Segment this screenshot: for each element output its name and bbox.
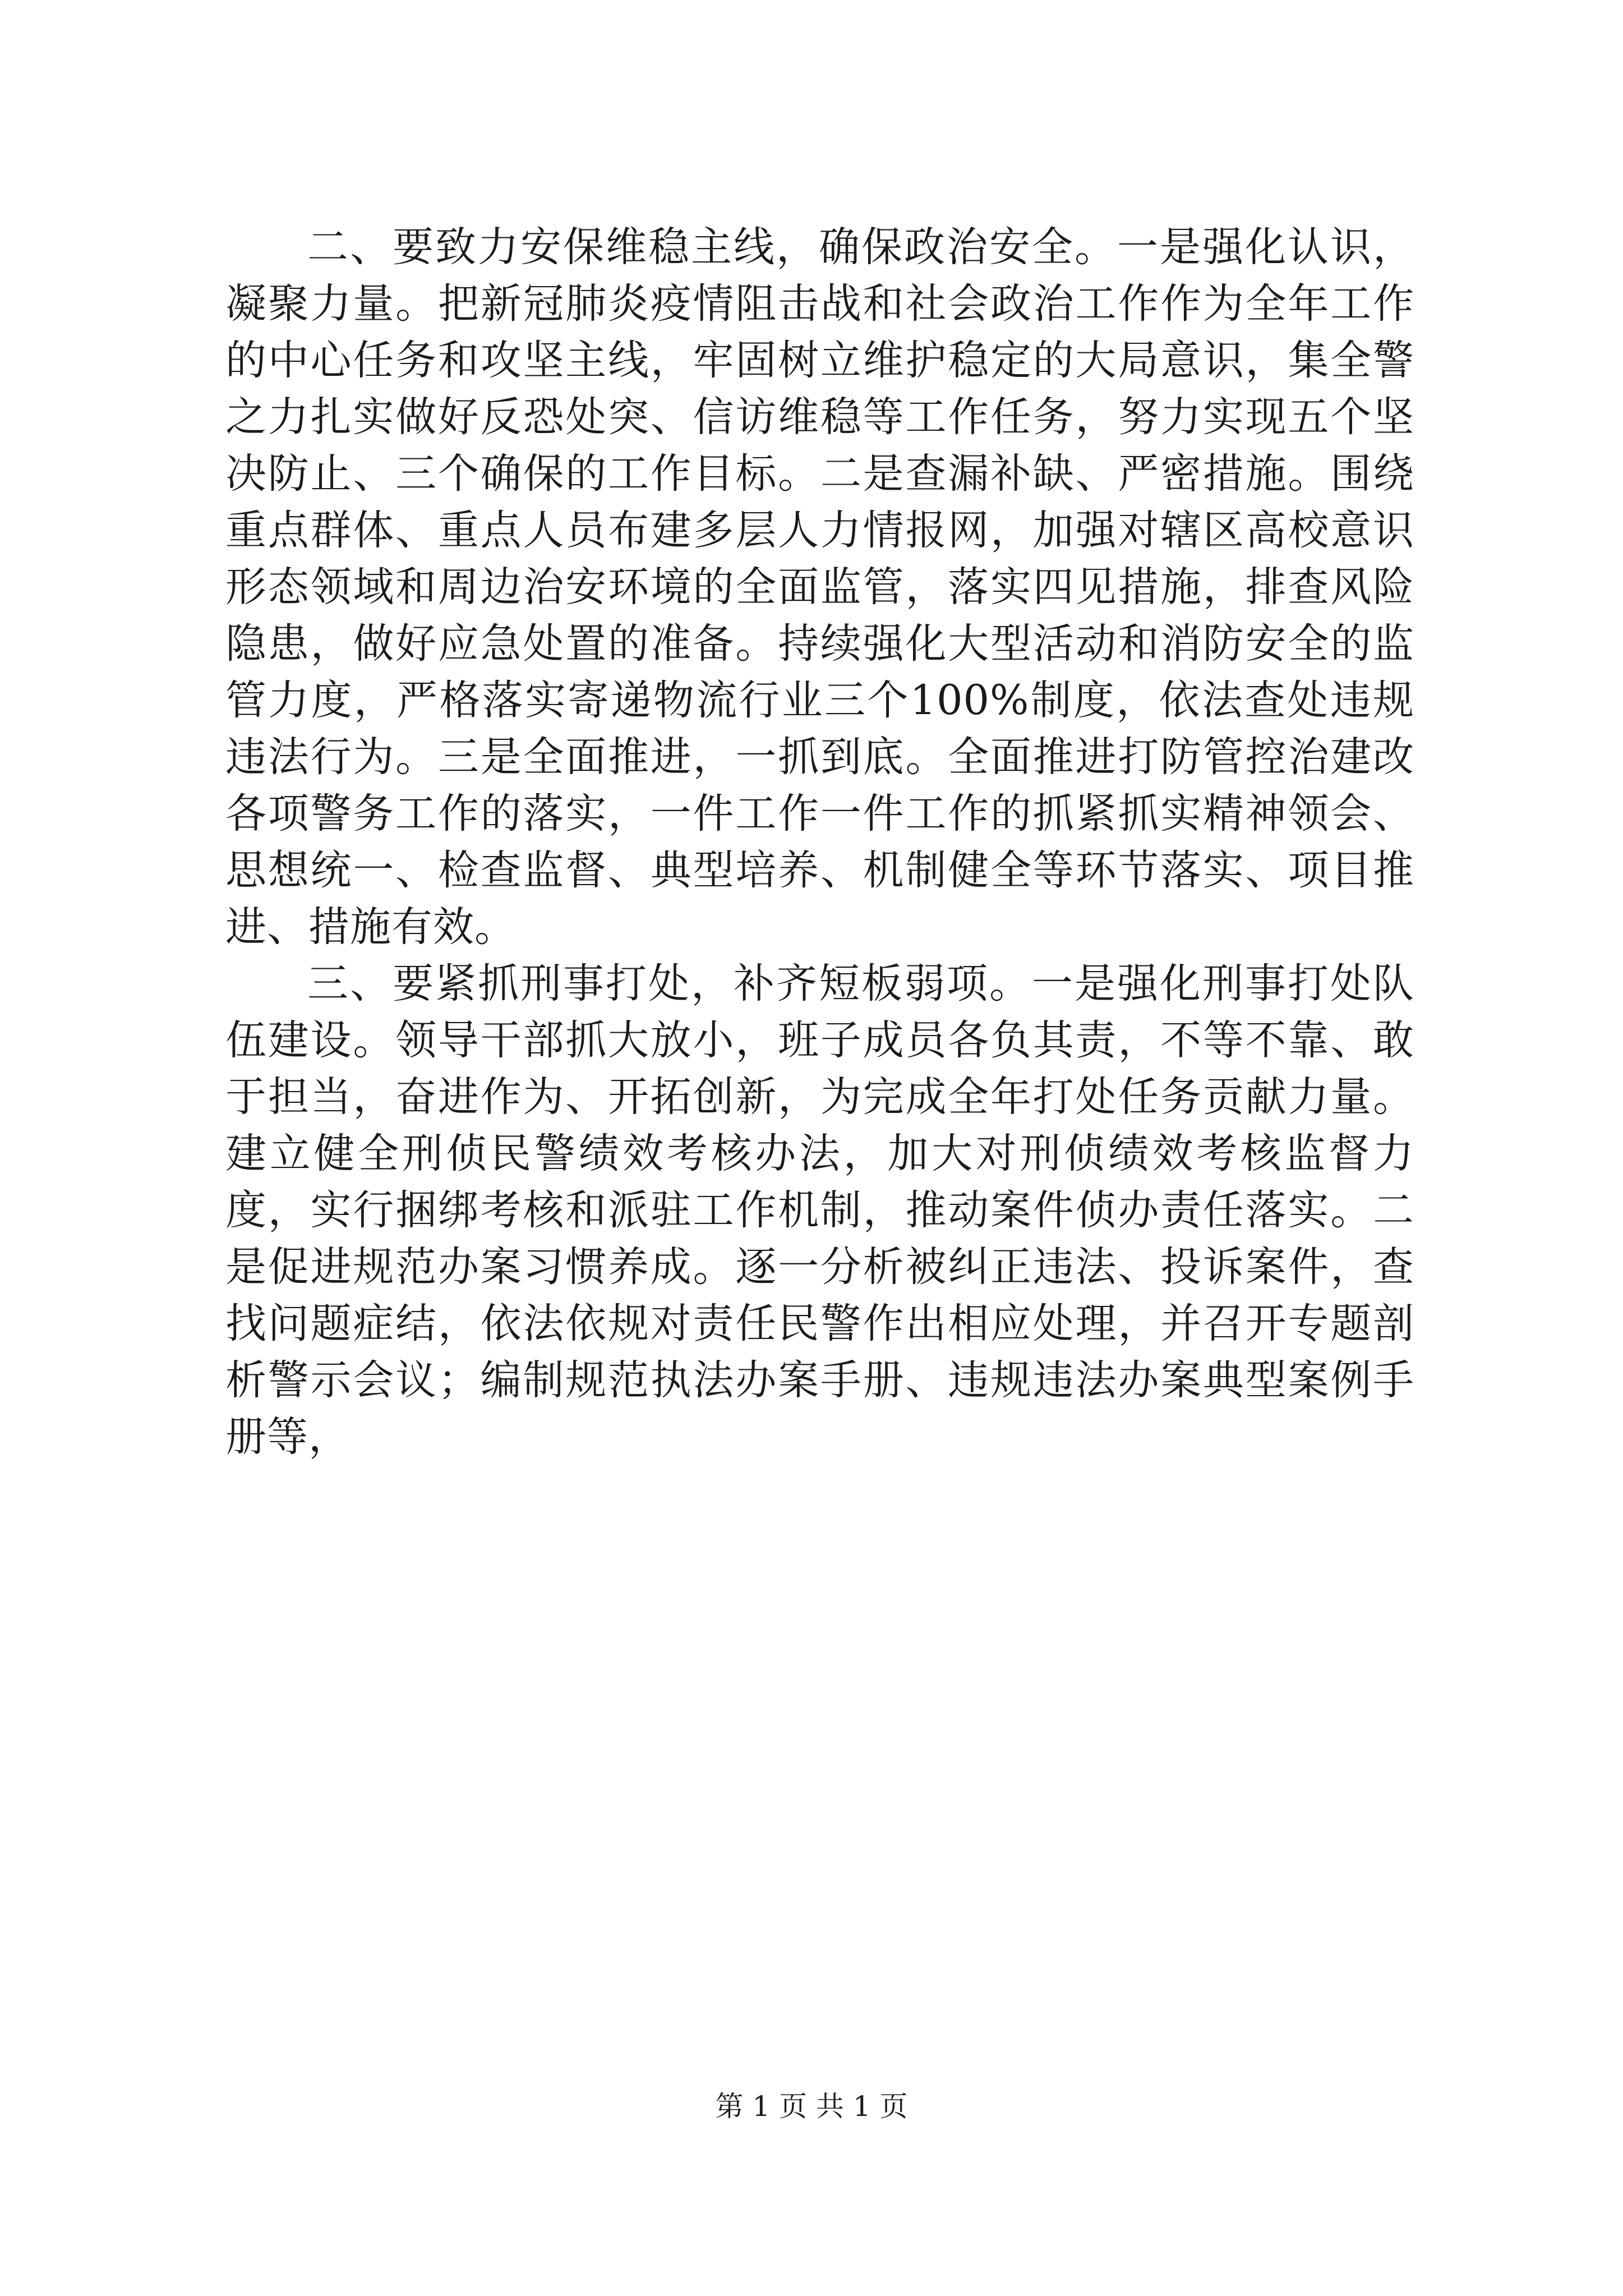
paragraph-criminal-investigation: 三、要紧抓刑事打处，补齐短板弱项。一是强化刑事打处队伍建设。领导干部抓大放小，班子成员各负其责，不等不靠、敢于担当，奋进作为、开拓创新，为完成全年打处任务贡献力量。建立健全刑侦民警绩效考核办法，加大对刑侦绩效考核监督力度，实行捆绑考核和派驻工作机制，推动案件侦办责任落实。二是促进规范办案习惯养成。逐一分析被纠正违法、投诉案件，查找问题症结，依法依规对责任民警作出相应处理，并召开专题剖析警示会议；编制规范执法办案手册、违规违法办案典型案例手册等， (225, 960, 1414, 1461)
paragraph-security-stability: 二、要致力安保维稳主线，确保政治安全。一是强化认识，凝聚力量。把新冠肺炎疫情阻击战和社会政治工作作为全年工作的中心任务和攻坚主线，牢固树立维护稳定的大局意识，集全警之力扎实做好反恐处突、信访维稳等工作任务，努力实现五个坚决防止、三个确保的工作目标。二是查漏补缺、严密措施。围绕重点群体、重点人员布建多层人力情报网，加强对辖区高校意识形态领域和周边治安环境的全面监管，落实四见措施，排查风险隐患，做好应急处置的准备。持续强化大型活动和消防安全的监管力度，严格落实寄递物流行业三个100%制度，依法查处违规违法行为。三是全面推进，一抓到底。全面推进打防管控治建改各项警务工作的落实，一件工作一件工作的抓紧抓实精神领会、思想统一、检查监督、典型培养、机制健全等环节落实、项目推进、措施有效。 (225, 223, 1414, 951)
page-footer: 第 1 页 共 1 页 (715, 2090, 908, 2123)
document-body (225, 219, 1414, 1465)
